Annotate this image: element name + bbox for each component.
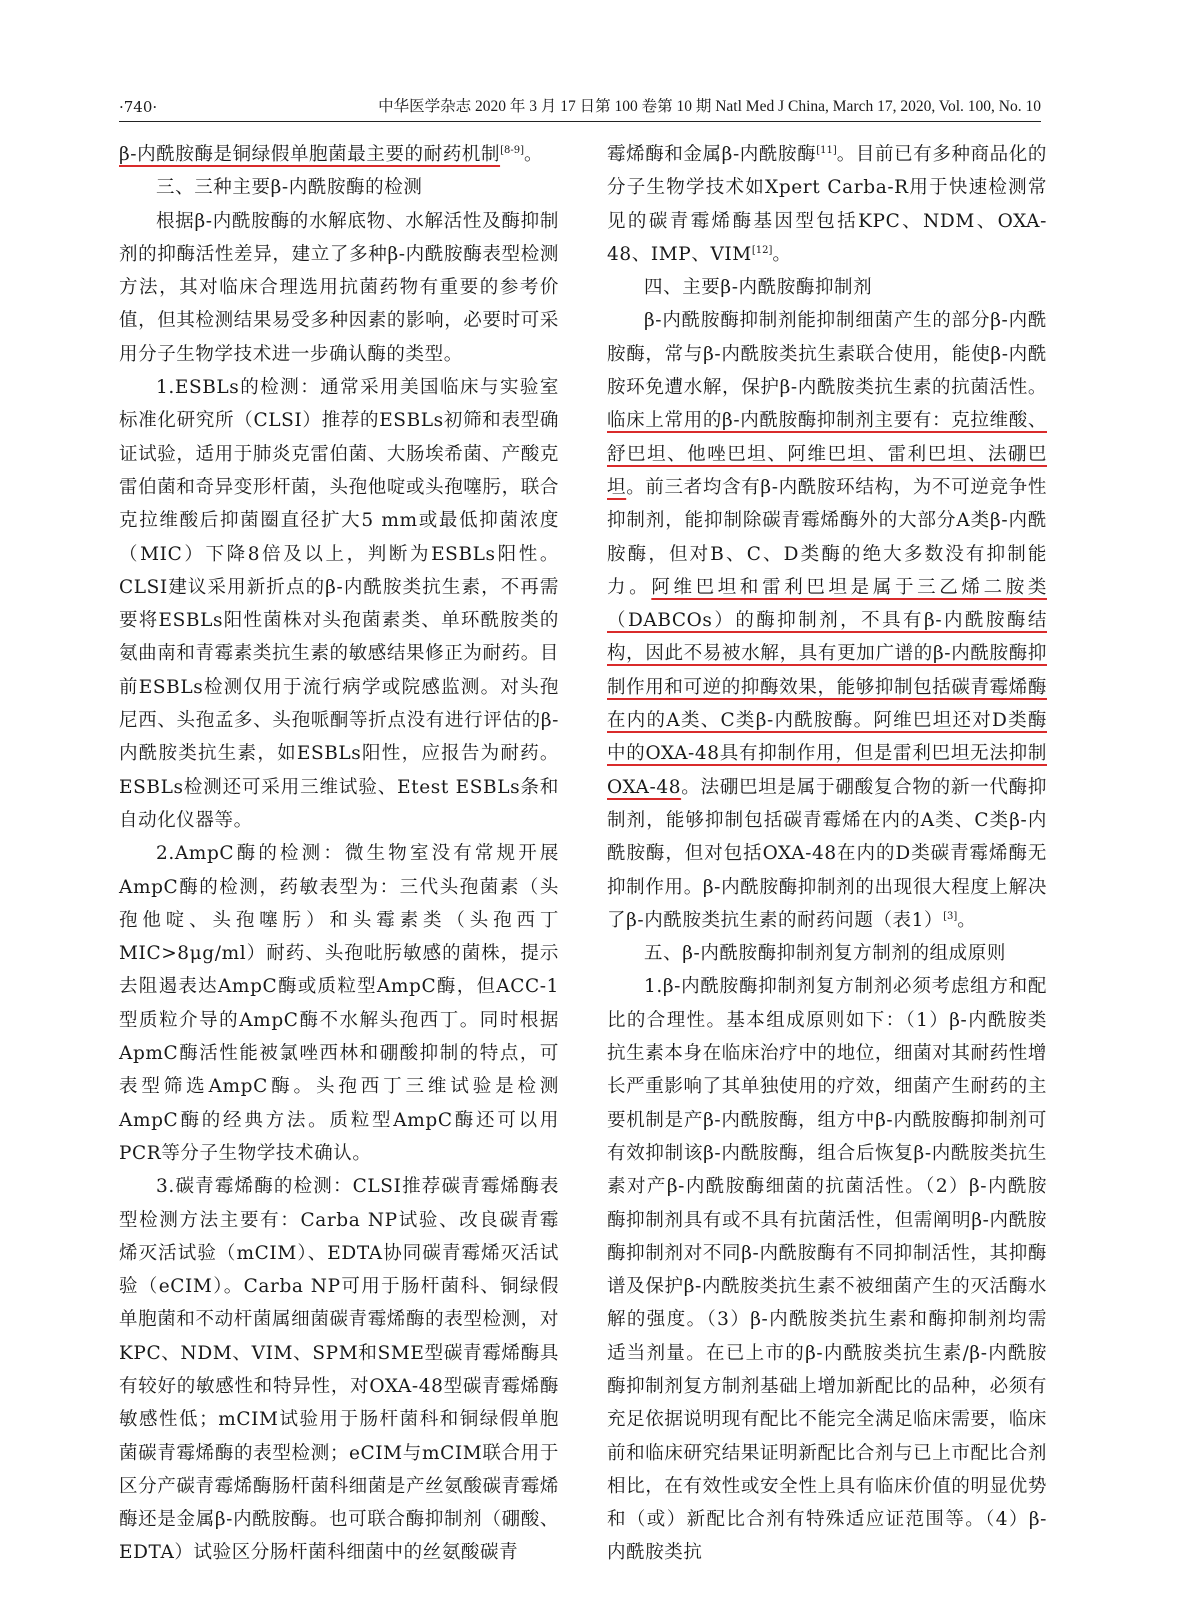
citation: [12]	[751, 244, 773, 256]
citation: [3]	[943, 910, 958, 922]
paragraph: 1.β-内酰胺酶抑制剂复方制剂必须考虑组方和配比的合理性。基本组成原则如下：（1）β-内酰胺类抗生素本身在临床治疗中的地位，细菌对其耐药性增长严重影响了其单独使用的疗效，细菌产生耐药的主要机制是产β-内酰胺酶，组方中β-内酰胺酶抑制剂可有效抑制该β-内酰胺酶，组合后恢复β-内酰胺类抗生素对产β-内酰胺酶细菌的抗菌活性。（2）β-内酰胺酶抑制剂具有或不具有抗菌活性，但需阐明β-内酰胺酶抑制剂对不同β-内酰胺酶有不同抑制活性，其抑酶谱及保护β-内酰胺类抗生素不被细菌产生的灭活酶水解的强度。（3）β-内酰胺类抗生素和酶抑制剂均需适当剂量。在已上市的β-内酰胺类抗生素/β-内酰胺酶抑制剂复方制剂基础上增加新配比的品种，必须有充足依据说明现有配比不能完全满足临床需要，临床前和临床研究结果证明新配比合剂与已上市配比合剂相比，在有效性或安全性上具有临床价值的明显优势和（或）新配比合剂有特殊适应证范围等。（4）β-内酰胺类抗	[607, 976, 1047, 1564]
running-header	[119, 97, 1041, 119]
text: 。前三者均含有β-内酰胺环结构，为不可逆竞争性抑制剂，能抑制除碳青霉烯酶外的大部分A类β-内酰胺酶，但对B、C、D类酶的绝大多数没有抑制能力。	[607, 476, 1048, 598]
right-column	[607, 138, 1047, 1570]
section-heading: 五、β-内酰胺酶抑制剂复方制剂的组成原则	[644, 943, 1006, 965]
text: 。法硼巴坦是属于硼酸复合物的新一代酶抑制剂，能够抑制包括碳青霉烯在内的A类、C类β-内酰胺酶，但对包括OXA-48在内的D类碳青霉烯酶无抑制作用。β-内酰胺酶抑制剂的出现很大程度上解决了β-内酰胺类抗生素的耐药问题（表1）	[607, 776, 1047, 931]
text: 。	[957, 909, 977, 931]
text: 。	[772, 243, 792, 265]
header-rule	[119, 121, 1041, 122]
citation: [8-9]	[500, 144, 524, 156]
paragraph: 3.碳青霉烯酶的检测：CLSI推荐碳青霉烯酶表型检测方法主要有：Carba NP试验、改良碳青霉烯灭活试验（mCIM）、EDTA协同碳青霉烯灭活试验（eCIM）。Carba NP可用于肠杆菌科、铜绿假单胞菌和不动杆菌属细菌碳青霉烯酶的表型检测，对KPC、NDM、VIM、SPM和SME型碳青霉烯酶具有较好的敏感性和特异性，对OXA-48型碳青霉烯酶敏感性低；mCIM试验用于肠杆菌科和铜绿假单胞菌碳青霉烯酶的表型检测；eCIM与mCIM联合用于区分产碳青霉烯酶肠杆菌科细菌是产丝氨酸碳青霉烯酶还是金属β-内酰胺酶。也可联合酶抑制剂（硼酸、EDTA）试验区分肠杆菌科细菌中的丝氨酸碳青	[119, 1176, 559, 1564]
page-number: ·740·	[119, 98, 158, 116]
section-heading: 三、三种主要β-内酰胺酶的检测	[156, 177, 423, 199]
text: 霉烯酶和金属β-内酰胺酶	[607, 144, 817, 165]
paragraph: 根据β-内酰胺酶的水解底物、水解活性及酶抑制剂的抑酶活性差异，建立了多种β-内酰胺酶表型检测方法，其对临床合理选用抗菌药物有重要的参考价值，但其检测结果易受多种因素的影响，必要时可采用分子生物学技术进一步确认酶的类型。	[119, 210, 559, 365]
paragraph	[607, 138, 1047, 271]
text: 。	[523, 144, 544, 165]
journal-citation: 中华医学杂志 2020 年 3 月 17 日第 100 卷第 10 期 Natl Med J China, March 17, 2020, Vol. 100, No. 10	[378, 98, 1041, 115]
paragraph	[607, 304, 1047, 937]
highlighted-text: 临床上常用的β-内酰胺酶抑制剂主要有：克拉维酸、舒巴坦、他唑巴坦、阿维巴坦、雷利巴坦、法硼巴坦	[607, 410, 1047, 498]
highlighted-text: 阿维巴坦和雷利巴坦是属于三乙烯二胺类（DABCOs）的酶抑制剂，不具有β-内酰胺酶结构，因此不易被水解，具有更加广谱的β-内酰胺酶抑制作用和可逆的抑酶效果，能够抑制包括碳青霉烯酶在内的A类、C类β-内酰胺酶。阿维巴坦还对D类酶中的OXA-48具有抑制作用，但是雷利巴坦无法抑制OXA-48	[607, 576, 1047, 798]
left-column	[119, 138, 559, 1570]
citation: [11]	[816, 144, 837, 156]
highlighted-text: β-内酰胺酶是铜绿假单胞菌最主要的耐药机制	[119, 144, 501, 165]
text: β-内酰胺酶抑制剂能抑制细菌产生的部分β-内酰胺酶，常与β-内酰胺类抗生素联合使用，能使β-内酰胺环免遭水解，保护β-内酰胺类抗生素的抗菌活性。	[607, 310, 1047, 399]
paragraph: 1.ESBLs的检测：通常采用美国临床与实验室标准化研究所（CLSI）推荐的ESBLs初筛和表型确证试验，适用于肺炎克雷伯菌、大肠埃希菌、产酸克雷伯菌和奇异变形杆菌，头孢他啶或头孢噻肟，联合克拉维酸后抑菌圈直径扩大5 mm或最低抑菌浓度（MIC）下降8倍及以上，判断为ESBLs阳性。CLSI建议采用新折点的β-内酰胺类抗生素，不再需要将ESBLs阳性菌株对头孢菌素类、单环酰胺类的氨曲南和青霉素类抗生素的敏感结果修正为耐药。目前ESBLs检测仅用于流行病学或院感监测。对头孢尼西、头孢孟多、头孢哌酮等折点没有进行评估的β-内酰胺类抗生素，如ESBLs阳性，应报告为耐药。ESBLs检测还可采用三维试验、Etest ESBLs条和自动化仪器等。	[119, 377, 559, 831]
section-heading: 四、主要β-内酰胺酶抑制剂	[644, 277, 873, 299]
text: 。目前已有多种商品化的分子生物学技术如Xpert Carba-R用于快速检测常见的碳青霉烯酶基因型包括KPC、NDM、OXA-48、IMP、VIM	[607, 144, 1047, 265]
paragraph	[119, 138, 559, 171]
paragraph: 2.AmpC酶的检测：微生物室没有常规开展AmpC酶的检测，药敏表型为：三代头孢菌素（头孢他啶、头孢噻肟）和头霉素类（头孢西丁MIC>8μg/ml）耐药、头孢吡肟敏感的菌株，提示去阻遏表达AmpC酶或质粒型AmpC酶，但ACC-1型质粒介导的AmpC酶不水解头孢西丁。同时根据ApmC酶活性能被氯唑西林和硼酸抑制的特点，可表型筛选AmpC酶。头孢西丁三维试验是检测AmpC酶的经典方法。质粒型AmpC酶还可以用PCR等分子生物学技术确认。	[119, 843, 559, 1164]
